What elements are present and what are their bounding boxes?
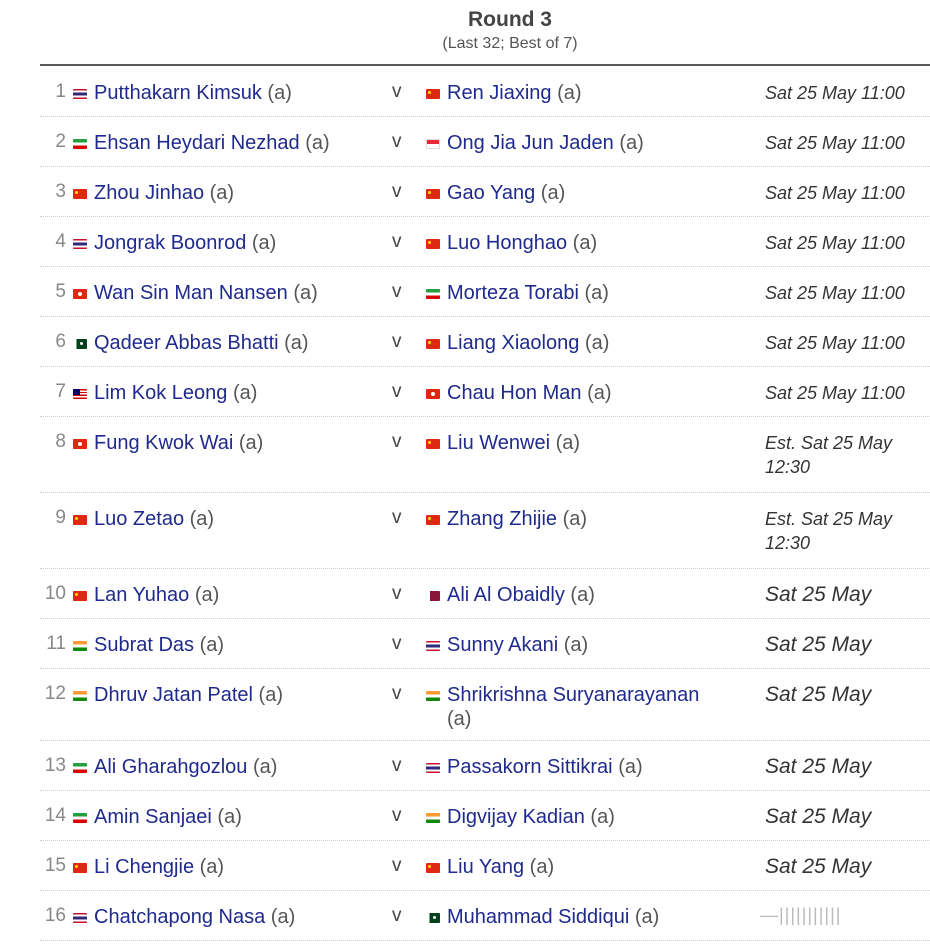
player-entry — [94, 633, 224, 657]
player-one — [73, 231, 393, 255]
player-entry — [94, 431, 263, 455]
player-name-link[interactable]: Ehsan Heydari Nezhad — [94, 132, 300, 154]
player-two — [426, 855, 726, 879]
player-name-link[interactable]: Qadeer Abbas Bhatti — [94, 332, 279, 354]
match-time: Sat 25 May — [765, 755, 872, 778]
player-entry — [447, 855, 554, 879]
amateur-tag: (a) — [572, 232, 598, 254]
player-name-link[interactable]: Ali Gharahgozlou — [94, 756, 248, 778]
match-time: Sat 25 May 11:00 — [765, 83, 905, 103]
player-one — [73, 281, 393, 305]
match-row — [40, 493, 930, 569]
match-row — [40, 669, 930, 741]
match-number: 10 — [44, 583, 66, 604]
player-one — [73, 331, 393, 355]
versus-label: v — [392, 431, 402, 452]
player-one — [73, 855, 393, 879]
flag-ir-icon — [426, 289, 440, 299]
player-entry — [447, 431, 580, 455]
player-entry — [447, 231, 597, 255]
amateur-tag: (a) — [293, 282, 318, 304]
watermark: —||||||||||| — [760, 905, 842, 925]
match-row — [40, 317, 930, 367]
amateur-tag: (a) — [447, 708, 472, 730]
player-entry — [447, 181, 565, 205]
player-name-link[interactable]: Morteza Torabi — [447, 282, 579, 304]
player-entry — [447, 331, 609, 355]
flag-in-icon — [426, 813, 440, 823]
player-name-link[interactable]: Liu Yang — [447, 856, 525, 878]
flag-cn-icon — [426, 89, 440, 99]
match-row — [40, 367, 930, 417]
match-time: Sat 25 May 11:00 — [765, 333, 905, 353]
match-time: Sat 25 May — [765, 805, 872, 828]
amateur-tag: (a) — [267, 82, 292, 104]
flag-cn-icon — [73, 189, 87, 199]
player-name-link[interactable]: Muhammad Siddiqui — [447, 906, 630, 928]
flag-cn-icon — [73, 863, 87, 873]
match-number: 12 — [44, 683, 66, 704]
flag-hk-icon — [426, 389, 440, 399]
player-entry — [94, 855, 224, 879]
amateur-tag: (a) — [563, 634, 589, 656]
flag-th-icon — [426, 763, 440, 773]
player-name-link[interactable]: Ong Jia Jun Jaden — [447, 132, 614, 154]
player-entry — [94, 181, 234, 205]
match-time: Est. Sat 25 May 12:30 — [765, 433, 893, 477]
match-time: Sat 25 May 11:00 — [765, 283, 905, 303]
round-header — [0, 6, 930, 54]
player-name-link[interactable]: Putthakarn Kimsuk — [94, 82, 262, 104]
player-one — [73, 683, 393, 707]
match-number: 14 — [44, 805, 66, 826]
flag-cn-icon — [426, 239, 440, 249]
round-title: Round 3 — [468, 8, 552, 31]
player-two — [426, 381, 726, 405]
match-row — [40, 569, 930, 619]
player-one — [73, 633, 393, 657]
player-name-link[interactable]: Subrat Das — [94, 634, 195, 656]
versus-label: v — [392, 905, 402, 926]
flag-th-icon — [73, 239, 87, 249]
amateur-tag: (a) — [540, 182, 566, 204]
header-divider — [40, 64, 930, 66]
amateur-tag: (a) — [618, 756, 643, 778]
player-two — [426, 131, 726, 155]
player-entry — [447, 81, 582, 105]
flag-sg-icon — [426, 139, 440, 149]
versus-label: v — [392, 331, 402, 352]
match-number: 9 — [55, 507, 66, 528]
versus-label: v — [392, 755, 402, 776]
amateur-tag: (a) — [587, 382, 612, 404]
match-row — [40, 167, 930, 217]
amateur-tag: (a) — [189, 508, 215, 530]
match-number: 1 — [55, 81, 66, 102]
match-time: Sat 25 May 11:00 — [765, 183, 905, 203]
player-two — [426, 231, 726, 255]
player-entry — [94, 131, 330, 155]
player-one — [73, 507, 393, 531]
flag-cn-icon — [73, 515, 87, 525]
player-name-link[interactable]: Lan Yuhao — [94, 584, 190, 606]
flag-my-icon — [73, 389, 87, 399]
flag-pk-icon — [73, 339, 87, 349]
player-name-link[interactable]: Li Chengjie — [94, 856, 195, 878]
player-name-link[interactable]: Chau Hon Man — [447, 382, 582, 404]
player-entry — [447, 583, 595, 607]
match-time: Sat 25 May 11:00 — [765, 233, 905, 253]
player-entry — [447, 131, 644, 155]
match-number: 15 — [44, 855, 66, 876]
player-name-link[interactable]: Wan Sin Man Nansen — [94, 282, 288, 304]
player-name-link[interactable]: Luo Zetao — [94, 508, 185, 530]
player-name-link[interactable]: Lim Kok Leong — [94, 382, 228, 404]
player-two — [426, 81, 726, 105]
amateur-tag: (a) — [619, 132, 644, 154]
versus-label: v — [392, 81, 402, 102]
versus-label: v — [392, 855, 402, 876]
player-one — [73, 131, 393, 155]
match-row — [40, 217, 930, 267]
player-name-link[interactable]: Gao Yang — [447, 182, 536, 204]
amateur-tag: (a) — [253, 756, 278, 778]
match-time: Sat 25 May — [765, 633, 872, 656]
player-entry — [94, 583, 219, 607]
player-entry — [94, 683, 283, 707]
player-two — [426, 507, 726, 531]
player-two — [426, 633, 726, 657]
versus-label: v — [392, 633, 402, 654]
player-one — [73, 583, 393, 607]
player-entry — [447, 905, 659, 929]
match-time: Sat 25 May — [765, 583, 872, 606]
player-entry — [447, 755, 643, 779]
player-name-link[interactable]: Ren Jiaxing — [447, 82, 552, 104]
amateur-tag: (a) — [232, 382, 258, 404]
player-entry — [94, 755, 277, 779]
player-entry — [447, 805, 615, 829]
match-number: 4 — [55, 231, 66, 252]
flag-qa-icon — [426, 591, 440, 601]
amateur-tag: (a) — [238, 432, 264, 454]
player-entry — [94, 81, 292, 105]
player-name-link[interactable]: Luo Honghao — [447, 232, 568, 254]
amateur-tag: (a) — [199, 634, 225, 656]
amateur-tag: (a) — [590, 806, 615, 828]
flag-cn-icon — [426, 189, 440, 199]
amateur-tag: (a) — [557, 82, 582, 104]
match-time: Sat 25 May 11:00 — [765, 133, 905, 153]
match-number: 7 — [55, 381, 66, 402]
match-number: 6 — [55, 331, 66, 352]
player-two — [426, 683, 726, 731]
player-entry — [447, 683, 726, 731]
match-row — [40, 67, 930, 117]
player-entry — [94, 381, 257, 405]
amateur-tag: (a) — [570, 584, 595, 606]
player-name-link[interactable]: Digvijay Kadian — [447, 806, 585, 828]
versus-label: v — [392, 131, 402, 152]
match-number: 3 — [55, 181, 66, 202]
player-one — [73, 755, 393, 779]
player-one — [73, 805, 393, 829]
player-name-link[interactable]: Liang Xiaolong — [447, 332, 580, 354]
amateur-tag: (a) — [217, 806, 242, 828]
match-row — [40, 267, 930, 317]
player-two — [426, 281, 726, 305]
amateur-tag: (a) — [284, 332, 309, 354]
match-time: Sat 25 May — [765, 683, 872, 706]
player-two — [426, 805, 726, 829]
versus-label: v — [392, 281, 402, 302]
flag-in-icon — [426, 691, 440, 701]
player-one — [73, 905, 393, 929]
player-one — [73, 431, 393, 455]
player-name-link[interactable]: Zhou Jinhao — [94, 182, 205, 204]
player-entry — [94, 805, 242, 829]
player-two — [426, 181, 726, 205]
flag-ir-icon — [73, 813, 87, 823]
player-entry — [447, 281, 609, 305]
amateur-tag: (a) — [194, 584, 220, 606]
flag-cn-icon — [426, 439, 440, 449]
flag-cn-icon — [426, 515, 440, 525]
player-two — [426, 431, 726, 455]
versus-label: v — [392, 805, 402, 826]
versus-label: v — [392, 507, 402, 528]
match-row — [40, 791, 930, 841]
player-name-link[interactable]: Ali Al Obaidly — [447, 584, 565, 606]
versus-label: v — [392, 583, 402, 604]
player-one — [73, 81, 393, 105]
player-two — [426, 905, 726, 929]
match-time: Est. Sat 25 May 12:30 — [765, 509, 893, 553]
round-subtitle: (Last 32; Best of 7) — [442, 35, 578, 52]
flag-cn-icon — [426, 863, 440, 873]
player-name-link[interactable]: Sunny Akani — [447, 634, 559, 656]
player-name-link[interactable]: Amin Sanjaei — [94, 806, 212, 828]
flag-hk-icon — [73, 439, 87, 449]
player-name-link[interactable]: Liu Wenwei — [447, 432, 551, 454]
flag-in-icon — [73, 691, 87, 701]
amateur-tag: (a) — [529, 856, 555, 878]
match-row — [40, 619, 930, 669]
flag-cn-icon — [73, 591, 87, 601]
player-name-link[interactable]: Zhang Zhijie — [447, 508, 558, 530]
match-time: Sat 25 May — [765, 855, 872, 878]
player-entry — [94, 331, 309, 355]
flag-ir-icon — [73, 763, 87, 773]
player-name-link[interactable]: Jongrak Boonrod — [94, 232, 247, 254]
flag-th-icon — [426, 641, 440, 651]
amateur-tag: (a) — [209, 182, 235, 204]
amateur-tag: (a) — [584, 332, 610, 354]
match-number: 8 — [55, 431, 66, 452]
flag-th-icon — [73, 89, 87, 99]
flag-in-icon — [73, 641, 87, 651]
versus-label: v — [392, 181, 402, 202]
match-number: 13 — [44, 755, 66, 776]
player-one — [73, 181, 393, 205]
amateur-tag: (a) — [634, 906, 660, 928]
player-entry — [94, 905, 295, 929]
flag-cn-icon — [426, 339, 440, 349]
flag-th-icon — [73, 913, 87, 923]
player-two — [426, 583, 726, 607]
amateur-tag: (a) — [562, 508, 588, 530]
player-entry — [94, 507, 214, 531]
amateur-tag: (a) — [305, 132, 330, 154]
flag-ir-icon — [73, 139, 87, 149]
amateur-tag: (a) — [270, 906, 296, 928]
match-list — [40, 67, 930, 941]
flag-pk-icon — [426, 913, 440, 923]
flag-hk-icon — [73, 289, 87, 299]
match-number: 16 — [44, 905, 66, 926]
player-two — [426, 755, 726, 779]
player-two — [426, 331, 726, 355]
versus-label: v — [392, 381, 402, 402]
amateur-tag: (a) — [199, 856, 225, 878]
match-number: 11 — [46, 633, 66, 654]
amateur-tag: (a) — [584, 282, 609, 304]
match-time: Sat 25 May 11:00 — [765, 383, 905, 403]
player-name-link[interactable]: Fung Kwok Wai — [94, 432, 234, 454]
player-name-link[interactable]: Shrikrishna Suryanarayanan — [447, 684, 700, 706]
versus-label: v — [392, 683, 402, 704]
player-name-link[interactable]: Chatchapong Nasa — [94, 906, 266, 928]
match-row — [40, 117, 930, 167]
match-row — [40, 841, 930, 891]
player-entry — [447, 381, 612, 405]
player-one — [73, 381, 393, 405]
amateur-tag: (a) — [555, 432, 581, 454]
amateur-tag: (a) — [251, 232, 277, 254]
player-name-link[interactable]: Dhruv Jatan Patel — [94, 684, 253, 706]
match-row — [40, 741, 930, 791]
player-name-link[interactable]: Passakorn Sittikrai — [447, 756, 613, 778]
match-number: 2 — [55, 131, 66, 152]
player-entry — [94, 231, 276, 255]
player-entry — [447, 507, 587, 531]
player-entry — [94, 281, 318, 305]
player-entry — [447, 633, 588, 657]
match-row — [40, 417, 930, 493]
match-number: 5 — [55, 281, 66, 302]
amateur-tag: (a) — [258, 684, 283, 706]
versus-label: v — [392, 231, 402, 252]
